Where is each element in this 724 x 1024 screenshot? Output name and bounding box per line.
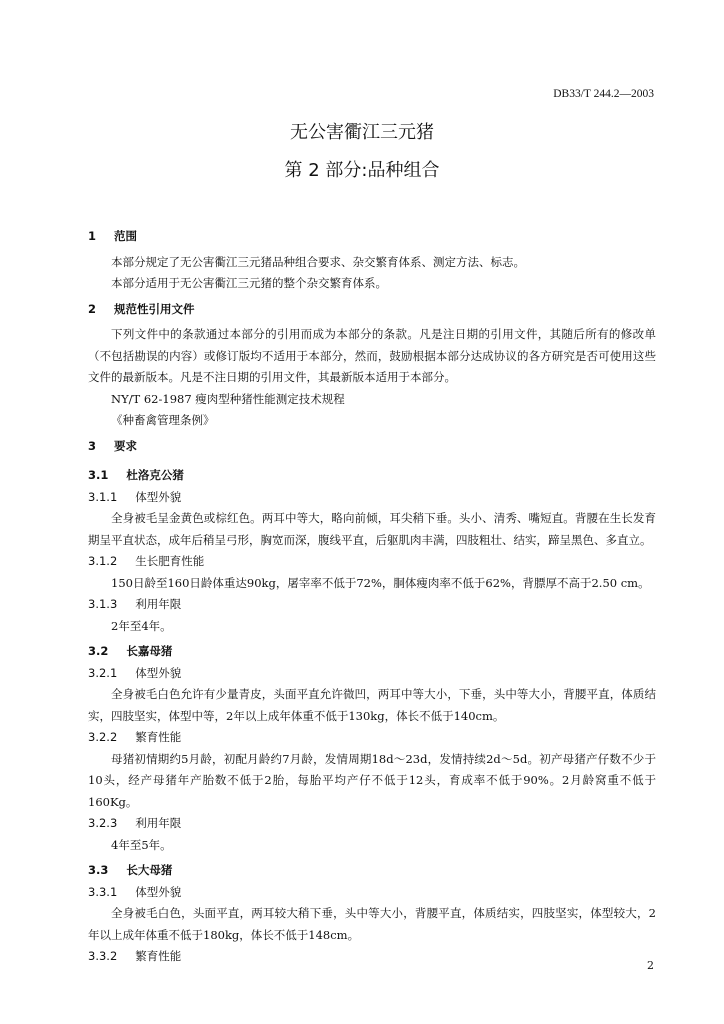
clause-heading	[88, 813, 656, 835]
section-heading	[88, 226, 656, 248]
paragraph: 全身被毛白色，头面平直，两耳较大稍下垂，头中等大小，背腰平直，体质结实，四肢坚实，体型较大，2年以上成年体重不低于180kg，体长不低于148cm。	[88, 906, 656, 942]
document-code: DB33/T 244.2—2003	[553, 88, 654, 100]
clause-number: 3.3.2	[88, 949, 118, 963]
section-title: 规范性引用文件	[114, 301, 195, 316]
clause-title: 繁育性能	[135, 730, 182, 744]
clause-heading	[88, 487, 656, 509]
clause-title: 利用年限	[135, 816, 182, 830]
paragraph: 全身被毛白色允许有少量青皮，头面平直允许微凹，两耳中等大小，下垂，头中等大小，背腰平直，体质结实，四肢坚实，体型中等，2年以上成年体重不低于130kg，体长不低于140cm。	[88, 687, 656, 723]
subsection-heading	[88, 860, 656, 882]
document-body	[88, 218, 656, 968]
subsection-title: 长大母猪	[126, 863, 173, 877]
subsection-heading	[88, 465, 656, 487]
clause-title: 体型外貌	[135, 665, 182, 680]
paragraph: 母猪初情期约5月龄，初配月龄约7月龄，发情周期18d～23d，发情持续2d～5d。初产母猪产仔数不少于10头，经产母猪年产胎数不低于2胎，每胎平均产仔不低于12头，育成率不低于90%。2月龄窝重不低于160Kg。	[88, 751, 656, 809]
subsection-title: 杜洛克公猪	[126, 468, 184, 482]
clause-heading	[88, 882, 656, 904]
clause-heading	[88, 727, 656, 749]
paragraph: 2年至4年。	[111, 618, 172, 633]
clause-title: 体型外貌	[135, 884, 182, 899]
section-title: 范围	[114, 229, 138, 243]
section-heading	[88, 436, 656, 458]
clause-number: 3.2.3	[88, 816, 118, 830]
section-number: 2	[88, 301, 97, 316]
subsection-number: 3.3	[88, 863, 109, 877]
clause-title: 利用年限	[135, 597, 182, 611]
section-heading	[88, 299, 656, 321]
clause-heading	[88, 551, 656, 573]
clause-number: 3.1.1	[88, 489, 118, 504]
clause-title: 生长肥育性能	[135, 554, 205, 568]
clause-number: 3.3.1	[88, 884, 118, 899]
clause-number: 3.2.2	[88, 730, 118, 744]
section-title: 要求	[114, 438, 138, 453]
clause-number: 3.2.1	[88, 665, 118, 680]
paragraph: 下列文件中的条款通过本部分的引用而成为本部分的条款。凡是注日期的引用文件，其随后所有的修改单（不包括勘误的内容）或修订版均不适用于本部分，然而，鼓励根据本部分达成协议的各方研究是否可使用这些文件的最新版本。凡是不注日期的引用文件，其最新版本适用于本部分。	[88, 327, 656, 384]
clause-heading	[88, 946, 656, 968]
subsection-heading	[88, 641, 656, 663]
paragraph: 本部分适用于无公害衢江三元猪的整个杂交繁育体系。	[111, 276, 387, 290]
subsection-number: 3.1	[88, 468, 109, 482]
subsection-title: 长嘉母猪	[126, 644, 173, 658]
section-number: 1	[88, 229, 97, 243]
subsection-number: 3.2	[88, 644, 109, 658]
reference-item: NY/T 62-1987 瘦肉型种猪性能测定技术规程	[111, 391, 345, 406]
clause-heading	[88, 663, 656, 685]
document-title: 无公害衢江三元猪	[290, 122, 434, 143]
reference-item: 《种畜禽管理条例》	[111, 413, 215, 427]
paragraph: 全身被毛呈金黄色或棕红色。两耳中等大，略向前倾，耳尖稍下垂。头小、清秀、嘴短直。背腰在生长发育期呈平直状态，成年后稍呈弓形，胸宽而深，腹线平直，后躯肌肉丰满，四肢粗壮、结实，蹄呈黑色、多直立。	[88, 511, 656, 547]
paragraph: 本部分规定了无公害衢江三元猪品种组合要求、杂交繁育体系、测定方法、标志。	[111, 254, 525, 269]
document-part-title: 第 2 部分:品种组合	[284, 160, 440, 181]
page-number: 2	[647, 959, 654, 972]
paragraph: 150日龄至160日龄体重达90kg，屠宰率不低于72%，胴体瘦肉率不低于62%，背膘厚不高于2.50 cm。	[111, 575, 650, 590]
clause-title: 繁育性能	[135, 949, 182, 963]
clause-number: 3.1.2	[88, 554, 118, 568]
section-number: 3	[88, 438, 97, 453]
paragraph: 4年至5年。	[111, 837, 172, 852]
clause-heading	[88, 594, 656, 616]
clause-number: 3.1.3	[88, 597, 118, 611]
clause-title: 体型外貌	[135, 489, 182, 504]
